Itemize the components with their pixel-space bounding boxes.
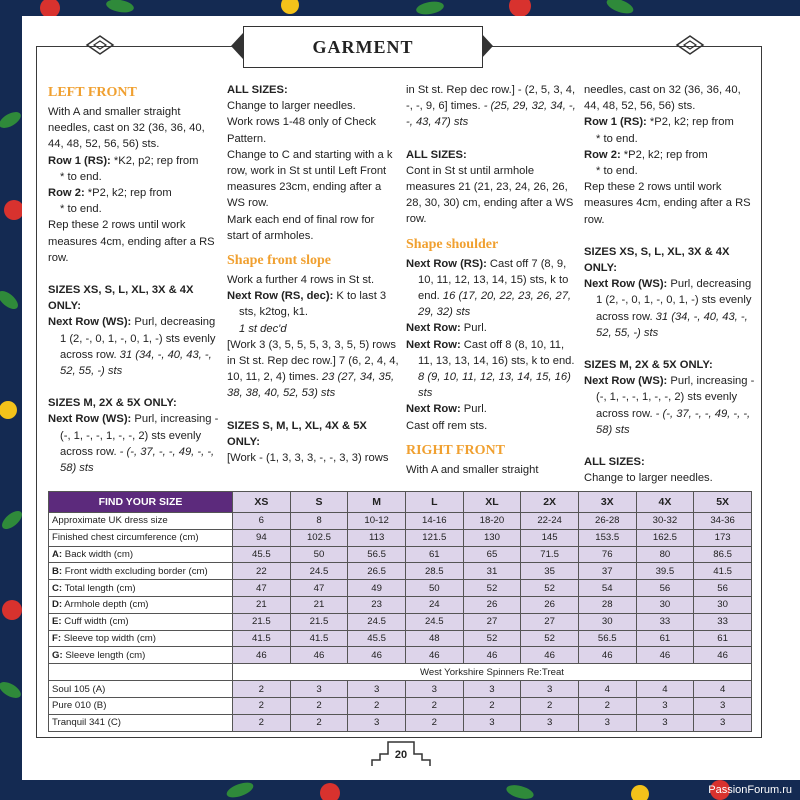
table-cell: 173	[694, 529, 752, 546]
table-cell: 80	[636, 546, 694, 563]
yarn-row	[49, 681, 752, 698]
text-column-1	[48, 82, 220, 476]
row-instruction: Next Row (RS): Cast off 7 (8, 9, 10, 11, 12, 13, 14, 15) sts, k to end. 16 (17, 20, 22, 23, 26, 27, 29, 32) sts	[406, 257, 572, 319]
heading-right-front: RIGHT FRONT	[406, 442, 505, 458]
row-label: B: Front width excluding border (cm)	[49, 563, 233, 580]
yarn-row	[49, 697, 752, 714]
table-cell: 41.5	[290, 630, 348, 647]
row-label: D: Armhole depth (cm)	[49, 596, 233, 613]
row-instruction: Next Row (WS): Purl, decreasing 1 (2, -, 0, 1, -, 0, 1, -) sts evenly across row. 31 (34, -, 40, 43, -, 52, 55, -) sts	[584, 278, 752, 339]
table-cell: 162.5	[636, 529, 694, 546]
table-cell: 46	[636, 647, 694, 664]
table-cell: 2	[578, 697, 636, 714]
table-cell: 45.5	[348, 630, 406, 647]
table-cell: 26	[463, 596, 521, 613]
table-cell: 113	[348, 529, 406, 546]
table-cell: 46	[290, 647, 348, 664]
heading-shape-front-slope: Shape front slope	[227, 253, 331, 269]
row-label: G: Sleeve length (cm)	[49, 647, 233, 664]
table-cell: 3	[290, 681, 348, 698]
paragraph: With A and smaller straight needles, cast on 32 (36, 36, 40, 44, 48, 52, 56, 56) sts.	[48, 106, 205, 151]
yarn-brand: West Yorkshire Spinners Re:Treat	[233, 664, 752, 681]
page-title-box	[243, 26, 483, 68]
size-table	[48, 491, 752, 732]
paragraph: Change to larger needles.	[227, 100, 356, 113]
row-continuation: * to end.	[596, 165, 638, 178]
table-cell: 2	[463, 697, 521, 714]
row-instruction: Next Row: Purl.	[406, 403, 487, 416]
row-label: F: Sleeve top width (cm)	[49, 630, 233, 647]
table-cell: 24.5	[405, 613, 463, 630]
table-row	[49, 630, 752, 647]
table-cell: 56	[636, 580, 694, 597]
sizes-heading: SIZES M, 2X & 5X ONLY:	[584, 359, 713, 372]
table-cell: 41.5	[233, 630, 291, 647]
table-cell: 3	[578, 714, 636, 731]
table-cell: 3	[636, 697, 694, 714]
size-column-header: XL	[463, 492, 521, 513]
sizes-heading: SIZES M, 2X & 5X ONLY:	[48, 397, 177, 410]
table-row	[49, 596, 752, 613]
table-cell: 34-36	[694, 513, 752, 530]
table-cell: 8	[290, 513, 348, 530]
size-column-header: S	[290, 492, 348, 513]
table-cell: 65	[463, 546, 521, 563]
ornament-right-icon	[675, 34, 705, 56]
table-cell: 2	[233, 714, 291, 731]
table-cell: 22	[233, 563, 291, 580]
watermark: PassionForum.ru	[708, 784, 792, 796]
sizes-heading: ALL SIZES:	[227, 84, 288, 96]
row-instruction: Row 2: *P2, k2; rep from	[48, 187, 172, 200]
stitch-count: 1 st dec'd	[239, 322, 287, 335]
row-label: Approximate UK dress size	[49, 513, 233, 530]
table-cell: 46	[348, 647, 406, 664]
text-column-2	[227, 82, 399, 466]
sizes-heading: ALL SIZES:	[584, 456, 645, 469]
paragraph: Rep these 2 rows until work measures 4cm, ending after a RS row.	[48, 219, 215, 264]
table-cell: 41.5	[694, 563, 752, 580]
table-cell: 3	[521, 681, 579, 698]
table-cell: 28	[578, 596, 636, 613]
table-row	[49, 529, 752, 546]
table-cell: 61	[636, 630, 694, 647]
size-column-header: L	[405, 492, 463, 513]
table-cell: 76	[578, 546, 636, 563]
page-title: GARMENT	[312, 36, 414, 57]
table-cell: 56.5	[578, 630, 636, 647]
table-cell: 21	[290, 596, 348, 613]
table-cell: 35	[521, 563, 579, 580]
table-cell: 2	[290, 714, 348, 731]
table-cell: 94	[233, 529, 291, 546]
heading-left-front: LEFT FRONT	[48, 85, 137, 100]
table-cell: 61	[405, 546, 463, 563]
text-column-4	[584, 82, 756, 486]
table-cell: 26-28	[578, 513, 636, 530]
ornament-left-icon	[85, 34, 115, 56]
table-cell: 46	[578, 647, 636, 664]
table-cell: 3	[521, 714, 579, 731]
table-cell: 30-32	[636, 513, 694, 530]
heading-shape-shoulder: Shape shoulder	[406, 236, 499, 252]
paragraph: Cast off rem sts.	[406, 419, 488, 432]
row-instruction: Next Row (WS): Purl, increasing - (-, 1, -, -, 1, -, -, 2) sts evenly across row. - (-, 37, -, -, 49, -, -, 58) sts	[584, 375, 755, 436]
row-instruction: Row 1 (RS): *P2, k2; rep from	[584, 116, 734, 129]
table-cell: 2	[233, 681, 291, 698]
table-row	[49, 563, 752, 580]
table-cell: 3	[694, 714, 752, 731]
table-cell: 49	[348, 580, 406, 597]
paragraph: With A and smaller straight	[406, 463, 539, 476]
row-instruction: Next Row (RS, dec): K to last 3 sts, k2tog, k1.	[227, 290, 387, 319]
table-cell: 21.5	[233, 613, 291, 630]
row-continuation: * to end.	[596, 132, 638, 145]
table-row	[49, 647, 752, 664]
table-cell: 46	[521, 647, 579, 664]
table-cell: 54	[578, 580, 636, 597]
table-cell: 2	[233, 697, 291, 714]
yarn-row	[49, 714, 752, 731]
yarn-label: Soul 105 (A)	[49, 681, 233, 698]
row-continuation: * to end.	[60, 170, 102, 183]
table-cell: 52	[463, 580, 521, 597]
sizes-heading: SIZES XS, S, L, XL, 3X & 4X ONLY:	[584, 245, 730, 275]
table-cell: 23	[348, 596, 406, 613]
title-arrow-left	[231, 33, 243, 59]
paragraph: Mark each end of final row for start of armholes.	[227, 213, 375, 242]
text-column-3	[406, 82, 578, 478]
row-label: A: Back width (cm)	[49, 546, 233, 563]
row-instruction: Next Row: Purl.	[406, 322, 487, 335]
yarn-label: Pure 010 (B)	[49, 697, 233, 714]
table-cell: 6	[233, 513, 291, 530]
size-column-header: 5X	[694, 492, 752, 513]
paragraph: in St st. Rep dec row.] - (2, 5, 3, 4, -, -, 9, 6] times. - (25, 29, 32, 34, -, -, 43, 47) sts	[406, 84, 576, 129]
paragraph: needles, cast on 32 (36, 36, 40, 44, 48, 52, 56, 56) sts.	[584, 84, 741, 113]
size-column-header: XS	[233, 492, 291, 513]
table-cell: 14-16	[405, 513, 463, 530]
row-label: Finished chest circumference (cm)	[49, 529, 233, 546]
page-number: 20	[394, 749, 408, 761]
table-cell: 2	[405, 714, 463, 731]
size-table-header-row	[49, 492, 752, 513]
table-cell: 3	[348, 714, 406, 731]
table-cell: 50	[405, 580, 463, 597]
table-cell: 27	[463, 613, 521, 630]
size-column-header: 2X	[521, 492, 579, 513]
size-column-header: 4X	[636, 492, 694, 513]
table-row	[49, 613, 752, 630]
table-cell: 2	[405, 697, 463, 714]
table-cell: 46	[694, 647, 752, 664]
table-cell: 30	[636, 596, 694, 613]
table-cell: 52	[463, 630, 521, 647]
table-cell: 2	[290, 697, 348, 714]
table-cell: 46	[463, 647, 521, 664]
yarn-brand-row	[49, 664, 752, 681]
paragraph: Work a further 4 rows in St st.	[227, 274, 375, 287]
table-cell: 30	[578, 613, 636, 630]
table-cell: 24.5	[348, 613, 406, 630]
table-cell: 56.5	[348, 546, 406, 563]
table-cell: 56	[694, 580, 752, 597]
table-cell: 39.5	[636, 563, 694, 580]
paragraph: Cont in St st until armhole measures 21 (21, 23, 24, 26, 26, 28, 30, 30) cm, ending after a WS row.	[406, 164, 574, 226]
row-instruction: Next Row: Cast off 8 (8, 10, 11, 11, 13, 13, 14, 16) sts, k to end. 8 (9, 10, 11, 12, 13, 14, 15, 16) sts	[406, 338, 575, 400]
table-cell: 52	[521, 630, 579, 647]
paragraph: Work rows 1-48 only of Check Pattern.	[227, 116, 377, 145]
table-cell: 86.5	[694, 546, 752, 563]
paragraph: [Work - (1, 3, 3, 3, -, -, 3, 3) rows	[227, 452, 389, 465]
table-cell: 45.5	[233, 546, 291, 563]
table-cell: 61	[694, 630, 752, 647]
table-cell: 21.5	[290, 613, 348, 630]
table-cell: 21	[233, 596, 291, 613]
table-cell: 46	[233, 647, 291, 664]
sizes-heading: SIZES XS, S, L, XL, 3X & 4X ONLY:	[48, 284, 194, 313]
table-cell: 46	[405, 647, 463, 664]
table-cell: 10-12	[348, 513, 406, 530]
paragraph: [Work 3 (3, 5, 5, 5, 3, 3, 5, 5) rows in St st. Rep dec row.] 7 (6, 2, 4, 4, 10, 11, 2, 4) times. 23 (27, 34, 35, 38, 38, 40, 52, 53) sts	[227, 338, 399, 400]
table-cell: 153.5	[578, 529, 636, 546]
table-cell: 3	[636, 714, 694, 731]
table-cell: 50	[290, 546, 348, 563]
size-column-header: M	[348, 492, 406, 513]
paragraph: Rep these 2 rows until work measures 4cm, ending after a RS row.	[584, 181, 751, 226]
row-continuation: * to end.	[60, 203, 102, 216]
row-instruction: Row 1 (RS): *K2, p2; rep from	[48, 154, 199, 167]
table-cell: 3	[348, 681, 406, 698]
size-table-title: FIND YOUR SIZE	[49, 492, 233, 513]
table-cell: 31	[463, 563, 521, 580]
table-cell: 26	[521, 596, 579, 613]
table-cell: 28.5	[405, 563, 463, 580]
yarn-label: Tranquil 341 (C)	[49, 714, 233, 731]
table-cell: 4	[694, 681, 752, 698]
table-cell: 33	[694, 613, 752, 630]
row-label: E: Cuff width (cm)	[49, 613, 233, 630]
table-cell: 27	[521, 613, 579, 630]
table-cell: 3	[463, 681, 521, 698]
table-cell: 3	[463, 714, 521, 731]
table-cell: 4	[636, 681, 694, 698]
paragraph: Change to C and starting with a k row, work in St st until Left Front measures 23cm, ending after a WS row.	[227, 148, 393, 210]
table-row	[49, 580, 752, 597]
table-cell: 2	[521, 697, 579, 714]
table-cell: 18-20	[463, 513, 521, 530]
table-cell: 47	[233, 580, 291, 597]
table-cell: 26.5	[348, 563, 406, 580]
table-cell: 47	[290, 580, 348, 597]
sizes-heading: ALL SIZES:	[406, 148, 467, 161]
table-cell: 3	[405, 681, 463, 698]
row-instruction: Next Row (WS): Purl, decreasing 1 (2, -, 0, 1, -, 0, 1, -) sts evenly across row. 31 (34, -, 40, 43, -, 52, 55, -) sts	[48, 316, 216, 378]
table-cell: 130	[463, 529, 521, 546]
row-label: C: Total length (cm)	[49, 580, 233, 597]
table-row	[49, 546, 752, 563]
table-cell: 22-24	[521, 513, 579, 530]
size-column-header: 3X	[578, 492, 636, 513]
table-cell: 33	[636, 613, 694, 630]
table-cell: 145	[521, 529, 579, 546]
table-cell: 3	[694, 697, 752, 714]
table-cell: 30	[694, 596, 752, 613]
table-cell: 52	[521, 580, 579, 597]
table-row	[49, 513, 752, 530]
table-cell: 24	[405, 596, 463, 613]
table-cell: 24.5	[290, 563, 348, 580]
row-instruction: Next Row (WS): Purl, increasing - (-, 1, -, -, 1, -, -, 2) sts evenly across row. - (-, 37, -, -, 49, -, -, 58) sts	[48, 413, 219, 475]
table-cell: 37	[578, 563, 636, 580]
sizes-heading: SIZES S, M, L, XL, 4X & 5X ONLY:	[227, 419, 367, 448]
row-instruction: Row 2: *P2, k2; rep from	[584, 148, 708, 161]
table-cell: 102.5	[290, 529, 348, 546]
table-cell: 2	[348, 697, 406, 714]
table-cell: 71.5	[521, 546, 579, 563]
table-cell: 4	[578, 681, 636, 698]
table-cell: 48	[405, 630, 463, 647]
table-cell: 121.5	[405, 529, 463, 546]
paragraph: Change to larger needles.	[584, 472, 713, 485]
